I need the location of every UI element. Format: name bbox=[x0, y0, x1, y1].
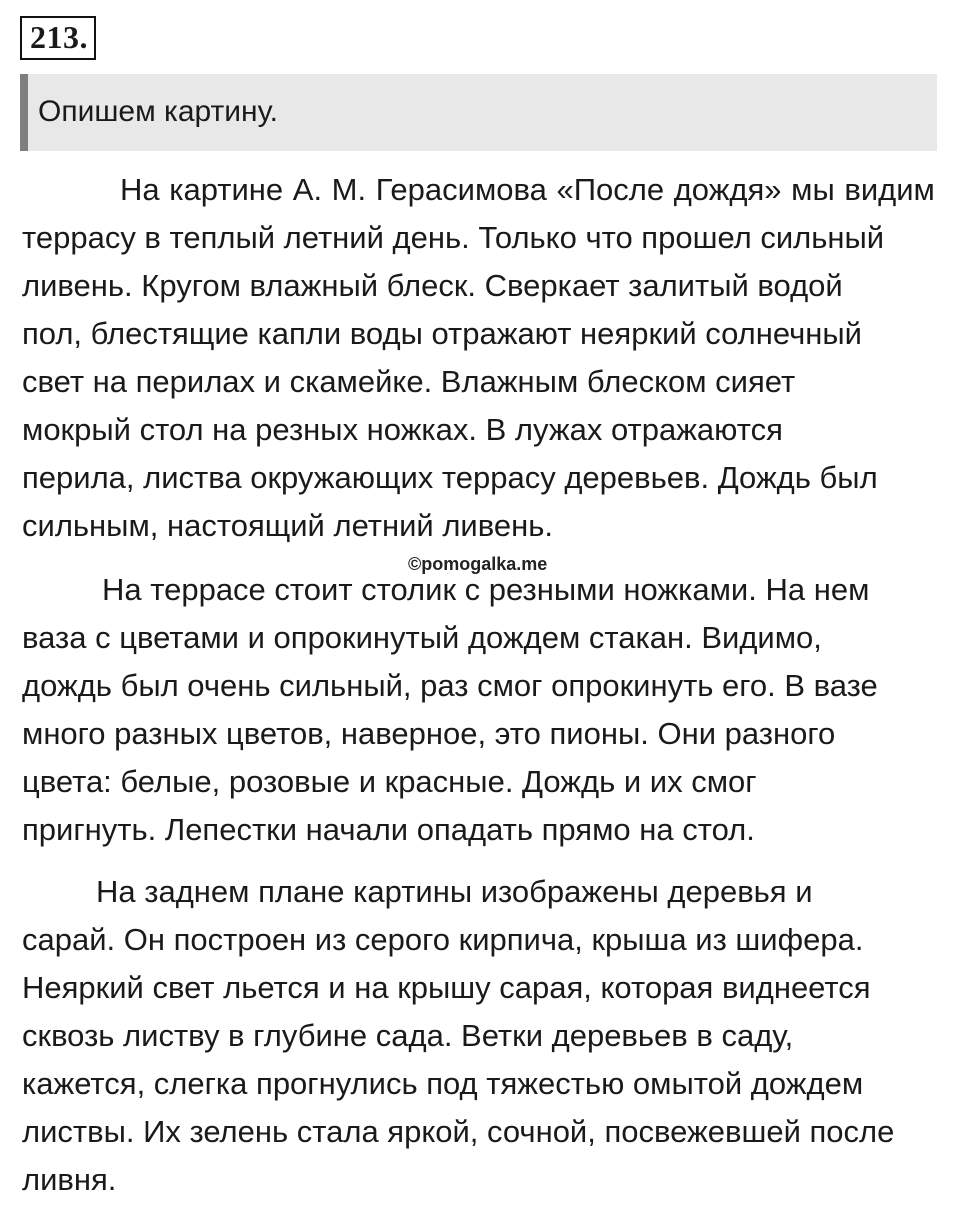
task-instruction-text: Опишем картину. bbox=[38, 95, 278, 128]
paragraph-line: кажется, слегка прогнулись под тяжестью омытой дождем bbox=[22, 1066, 864, 1101]
paragraph-line: сквозь листву в глубине сада. Ветки деревьев в саду, bbox=[22, 1018, 794, 1053]
paragraph-line: перила, листва окружающих террасу деревьев. Дождь был bbox=[22, 460, 878, 495]
task-instruction-bar bbox=[20, 74, 937, 151]
paragraph-line: дождь был очень сильный, раз смог опрокинуть его. В вазе bbox=[22, 668, 878, 703]
paragraph-line: сарай. Он построен из серого кирпича, крыша из шифера. bbox=[22, 922, 864, 957]
paragraph-line: мокрый стол на резных ножках. В лужах отражаются bbox=[22, 412, 783, 447]
paragraph-line: На заднем плане картины изображены деревья и bbox=[96, 874, 813, 909]
paragraph-line: сильным, настоящий летний ливень. bbox=[22, 508, 553, 543]
paragraph-line: террасу в теплый летний день. Только что прошел сильный bbox=[22, 220, 885, 255]
paragraph-line: ваза с цветами и опрокинутый дождем стакан. Видимо, bbox=[22, 620, 822, 655]
paragraph-line: На картине А. М. Герасимова «После дождя» мы видим bbox=[120, 172, 935, 207]
paragraph-line: ливень. Кругом влажный блеск. Сверкает залитый водой bbox=[22, 268, 843, 303]
watermark-text: ©pomogalka.me bbox=[408, 554, 548, 574]
paragraph-line: пол, блестящие капли воды отражают неяркий солнечный bbox=[22, 316, 862, 351]
paragraph-line: ливня. bbox=[22, 1162, 117, 1197]
paragraph-line: свет на перилах и скамейке. Влажным блеском сияет bbox=[22, 364, 796, 399]
paragraph-line: На террасе стоит столик с резными ножками. На нем bbox=[102, 572, 870, 607]
paragraph-line: пригнуть. Лепестки начали опадать прямо на стол. bbox=[22, 812, 755, 847]
exercise-number: 213. bbox=[20, 16, 96, 60]
paragraph-line: листвы. Их зелень стала яркой, сочной, посвежевшей после bbox=[22, 1114, 895, 1149]
paragraph-line: много разных цветов, наверное, это пионы. Они разного bbox=[22, 716, 836, 751]
paragraph-line: Неяркий свет льется и на крышу сарая, которая виднеется bbox=[22, 970, 871, 1005]
paragraph-line: цвета: белые, розовые и красные. Дождь и их смог bbox=[22, 764, 757, 799]
